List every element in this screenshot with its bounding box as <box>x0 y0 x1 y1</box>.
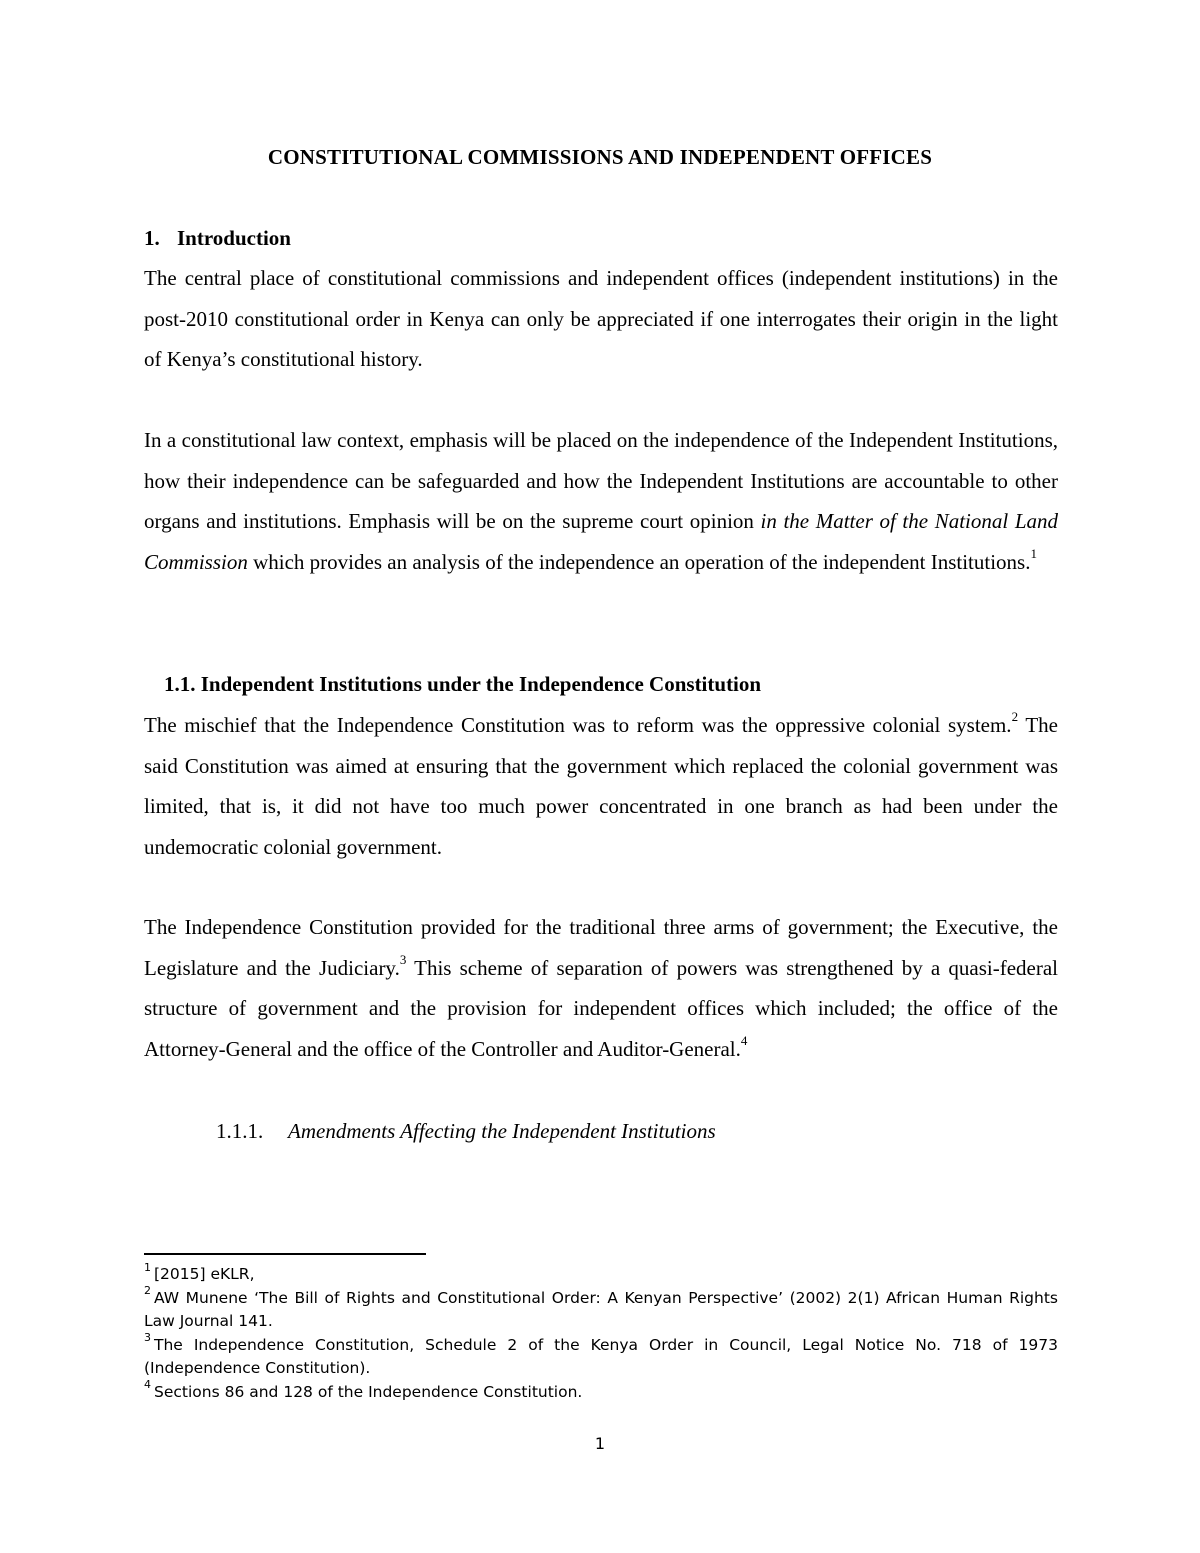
footnote-3 <box>144 1331 1058 1381</box>
paragraph-text: which provides an analysis of the independence an operation of the independent Institutions. <box>247 549 1031 574</box>
footnote-text: The Independence Constitution, Schedule 2 of the Kenya Order in Council, Legal Notice No. 718 of 1973 (Independence Constitution). <box>144 1335 1058 1377</box>
footnote-mark: 1 <box>144 1260 151 1274</box>
footnote-reference-2: 2 <box>1011 709 1019 724</box>
footnote-2 <box>144 1284 1058 1334</box>
paragraph-text: This scheme of separation of powers was strengthened by a quasi-federal structure of government and the provision for independent offices which included; the office of the Attorney-General and the office of the Controller and Auditor-General. <box>144 955 1058 1061</box>
subsubsection-number: 1.1.1. <box>216 1119 264 1143</box>
footnotes <box>144 1260 1058 1404</box>
document-title: CONSTITUTIONAL COMMISSIONS AND INDEPENDENT OFFICES <box>267 145 933 169</box>
subsection-paragraph-2 <box>144 907 1058 1069</box>
footnote-reference-1: 1 <box>1030 545 1037 561</box>
footnote-4 <box>144 1378 1058 1405</box>
subsection-heading-1-1: 1.1. Independent Institutions under the Independence Constitution <box>164 672 762 696</box>
section-number: 1. <box>144 226 160 250</box>
footnote-text: Sections 86 and 128 of the Independence Constitution. <box>154 1382 583 1401</box>
paragraph-text: The mischief that the Independence Constitution was to reform was the oppressive colonial system. <box>144 713 1012 737</box>
footnote-text: [2015] eKLR, <box>154 1265 255 1283</box>
footnote-reference-3: 3 <box>399 951 407 967</box>
footnote-mark: 3 <box>144 1331 151 1345</box>
subsection-paragraph-1 <box>144 705 1058 867</box>
paragraph-text: In a constitutional law context, emphasis will be placed on the independence of the Independent Institutions, how their independence can be safeguarded and how the Independent Institutions are accountable to other organs and institutions. Emphasis will be on the supreme court opinion <box>144 428 1058 533</box>
section-title: Introduction <box>177 226 291 250</box>
footnote-separator <box>144 1253 426 1255</box>
section-heading-introduction <box>144 224 291 252</box>
subsubsection-title: Amendments Affecting the Independent Institutions <box>288 1119 716 1143</box>
paragraph-text: The said Constitution was aimed at ensuring that the government which replaced the colonial government was limited, that is, it did not have too much power concentrated in one branch as had been under the undemocratic colonial government. <box>144 713 1058 859</box>
page-number: 1 <box>594 1434 606 1453</box>
footnote-mark: 2 <box>144 1284 151 1298</box>
paragraph-text: The Independence Constitution provided for the traditional three arms of government; the Executive, the Legislature and the Judiciary. <box>144 915 1058 980</box>
case-name-italic: in the Matter of the National Land Commission <box>144 509 1059 574</box>
introduction-paragraph-1: The central place of constitutional commissions and independent offices (independent institutions) in the post-2010 constitutional order in Kenya can only be appreciated if one interrogates their origin in the light of Kenya’s constitutional history. <box>144 266 1058 371</box>
footnote-reference-4: 4 <box>740 1032 748 1048</box>
introduction-paragraph-2 <box>144 420 1058 582</box>
footnote-text: AW Munene ‘The Bill of Rights and Constitutional Order: A Kenyan Perspective’ (2002) 2(1) African Human Rights Law Journal 141. <box>144 1288 1058 1330</box>
footnote-mark: 4 <box>144 1378 151 1392</box>
subsubsection-heading-1-1-1 <box>216 1117 716 1145</box>
footnote-1 <box>144 1260 1058 1287</box>
